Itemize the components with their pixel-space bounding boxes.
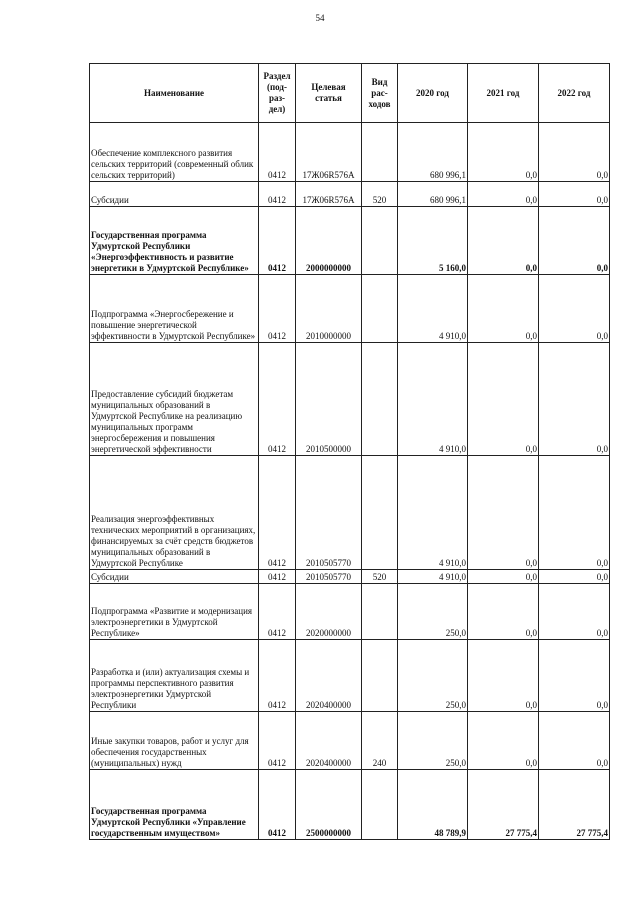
header-expense-type: Вид рас- ходов (362, 64, 398, 123)
row-name (90, 770, 259, 840)
table-row (90, 770, 610, 840)
row-name-text: Субсидии (91, 572, 129, 582)
header-2022: 2022 год (539, 64, 610, 123)
header-2021: 2021 год (468, 64, 539, 123)
row-2021: 0,0 (468, 343, 539, 456)
row-target: 2010000000 (296, 275, 362, 343)
row-2020: 5 160,0 (398, 207, 468, 275)
row-2020: 4 910,0 (398, 275, 468, 343)
row-section: 0412 (259, 182, 296, 207)
table-row (90, 584, 610, 640)
row-name (90, 207, 259, 275)
row-name (90, 343, 259, 456)
row-name-text: Предоставление субсидий бюджетам муниципальных образований в Удмуртской Республике на реализацию муниципальных программ энергосбережения и повышения энергетической эффективности (91, 389, 243, 454)
row-name (90, 640, 259, 712)
row-2022: 27 775,4 (539, 770, 610, 840)
row-2020: 250,0 (398, 712, 468, 770)
row-2020: 680 996,1 (398, 123, 468, 182)
row-2020: 250,0 (398, 584, 468, 640)
row-name-text: Субсидии (91, 195, 129, 205)
row-2022: 0,0 (539, 712, 610, 770)
row-target: 2010500000 (296, 343, 362, 456)
row-name-text: Разработка и (или) актуализация схемы и программы перспективного развития электроэнергетики Удмуртской Республики (91, 667, 250, 710)
row-2022: 0,0 (539, 343, 610, 456)
row-name (90, 712, 259, 770)
row-name-text: Реализация энергоэффективных технических мероприятий в организациях, финансируемых за счёт средств бюджетов муниципальных образований в Удмуртской Республике (91, 514, 256, 568)
row-expense-type (362, 456, 398, 570)
row-section: 0412 (259, 275, 296, 343)
row-2021: 0,0 (468, 640, 539, 712)
row-section: 0412 (259, 640, 296, 712)
header-target: Целевая статья (296, 64, 362, 123)
row-2022: 0,0 (539, 207, 610, 275)
row-name-text: Подпрограмма «Энергосбережение и повышение энергетической эффективности в Удмуртской Республике» (91, 309, 256, 341)
row-target: 2010505770 (296, 456, 362, 570)
row-2020: 4 910,0 (398, 456, 468, 570)
budget-table (89, 63, 610, 840)
row-expense-type (362, 123, 398, 182)
table-row (90, 123, 610, 182)
row-name (90, 275, 259, 343)
row-2021: 0,0 (468, 182, 539, 207)
row-2021: 0,0 (468, 570, 539, 584)
row-2021: 0,0 (468, 207, 539, 275)
table-row (90, 343, 610, 456)
row-name (90, 570, 259, 584)
row-2022: 0,0 (539, 182, 610, 207)
row-2020: 250,0 (398, 640, 468, 712)
row-target: 2020400000 (296, 712, 362, 770)
row-expense-type: 520 (362, 182, 398, 207)
table-row (90, 712, 610, 770)
header-2020: 2020 год (398, 64, 468, 123)
row-name (90, 456, 259, 570)
row-2020: 4 910,0 (398, 343, 468, 456)
row-section: 0412 (259, 343, 296, 456)
header-row (90, 64, 610, 123)
row-expense-type (362, 275, 398, 343)
row-expense-type (362, 584, 398, 640)
header-name: Наименование (90, 64, 259, 123)
row-name (90, 182, 259, 207)
table-row (90, 640, 610, 712)
row-2021: 0,0 (468, 584, 539, 640)
row-target: 17Ж06R576A (296, 123, 362, 182)
row-name-text: Иные закупки товаров, работ и услуг для обеспечения государственных (муниципальных) нужд (91, 736, 249, 768)
row-2022: 0,0 (539, 570, 610, 584)
row-target: 2000000000 (296, 207, 362, 275)
table-row (90, 570, 610, 584)
table-row (90, 456, 610, 570)
row-2022: 0,0 (539, 640, 610, 712)
row-2022: 0,0 (539, 123, 610, 182)
row-2021: 0,0 (468, 456, 539, 570)
row-expense-type (362, 207, 398, 275)
row-section: 0412 (259, 123, 296, 182)
row-2022: 0,0 (539, 584, 610, 640)
row-section: 0412 (259, 584, 296, 640)
row-expense-type: 240 (362, 712, 398, 770)
header-section: Раздел (под- раз- дел) (259, 64, 296, 123)
row-section: 0412 (259, 770, 296, 840)
row-expense-type: 520 (362, 570, 398, 584)
row-target: 2500000000 (296, 770, 362, 840)
row-name-text: Подпрограмма «Развитие и модернизация электроэнергетики в Удмуртской Республике» (91, 606, 253, 638)
row-name-text: Обеспечение комплексного развития сельских территорий (современный облик сельских территорий) (91, 148, 254, 180)
row-2022: 0,0 (539, 275, 610, 343)
row-name-text: Государственная программа Удмуртской Республики «Энергоэффективность и развитие энергетики в Удмуртской Республике» (91, 230, 249, 273)
page-number: 54 (315, 13, 325, 23)
row-name (90, 123, 259, 182)
row-expense-type (362, 770, 398, 840)
table-row (90, 182, 610, 207)
row-2020: 680 996,1 (398, 182, 468, 207)
row-section: 0412 (259, 570, 296, 584)
row-target: 2020400000 (296, 640, 362, 712)
row-target: 2010505770 (296, 570, 362, 584)
row-target: 2020000000 (296, 584, 362, 640)
row-2021: 0,0 (468, 712, 539, 770)
row-section: 0412 (259, 456, 296, 570)
row-target: 17Ж06R576A (296, 182, 362, 207)
table-row (90, 275, 610, 343)
table-row (90, 207, 610, 275)
row-name-text: Государственная программа Удмуртской Республики «Управление государственным имуществом» (91, 806, 246, 838)
row-2021: 0,0 (468, 123, 539, 182)
row-2020: 48 789,9 (398, 770, 468, 840)
row-expense-type (362, 343, 398, 456)
row-name (90, 584, 259, 640)
row-2020: 4 910,0 (398, 570, 468, 584)
row-2022: 0,0 (539, 456, 610, 570)
row-section: 0412 (259, 712, 296, 770)
row-2021: 27 775,4 (468, 770, 539, 840)
row-section: 0412 (259, 207, 296, 275)
row-2021: 0,0 (468, 275, 539, 343)
row-expense-type (362, 640, 398, 712)
